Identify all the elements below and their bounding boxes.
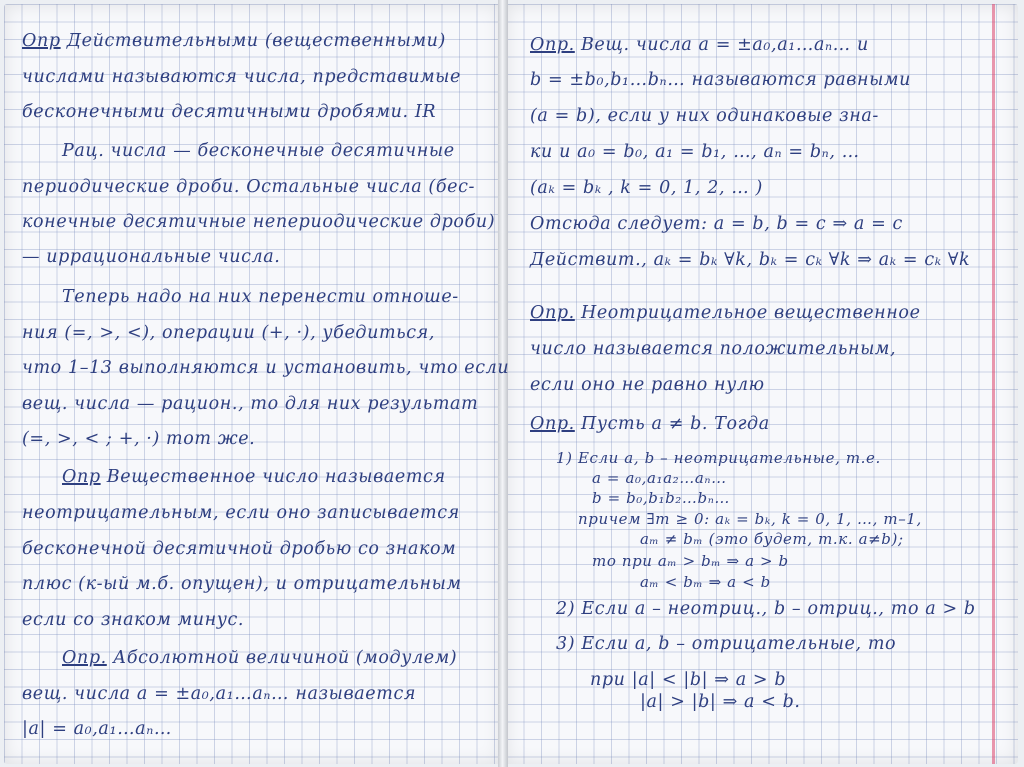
text-line: при |a| < |b| ⇒ a > b (590, 670, 787, 690)
text-line: b = b₀,b₁b₂…bₙ… (592, 489, 731, 507)
definition-label: Опр (22, 31, 61, 51)
text-line: Опр. Абсолютной величиной (модулем) (62, 648, 458, 668)
text-line: бесконечной десятичной дробью со знаком (22, 539, 457, 559)
definition-label: Опр. (62, 648, 107, 668)
text-line: Отсюда следует: a = b, b = c ⇒ a = c (530, 214, 903, 234)
text-line: периодические дроби. Остальные числа (бес- (22, 177, 476, 197)
text-line: Опр. Неотрицательное вещественное (530, 303, 921, 323)
text-line: a = a₀,a₁a₂…aₙ… (592, 469, 727, 487)
text-line: b = ±b₀,b₁…bₙ… называются равными (530, 70, 912, 90)
right-page-text (530, 0, 992, 767)
text-line: если оно не равно нулю (530, 375, 765, 395)
text-line: (a = b), если у них одинаковые зна- (530, 106, 879, 126)
definition-label: Опр. (530, 414, 575, 434)
text-line: |a| > |b| ⇒ a < b. (640, 692, 801, 712)
text-line: Действит., aₖ = bₖ ∀k, bₖ = cₖ ∀k ⇒ aₖ = cₖ ∀k (530, 250, 971, 270)
text-line: число называется положительным, (530, 339, 897, 359)
text-line: — иррациональные числа. (22, 247, 281, 267)
text-line: ния (=, >, <), операции (+, ·), убедиться, (22, 323, 436, 343)
definition-label: Опр. (530, 303, 575, 323)
text-line: 1) Если a, b – неотрицательные, т.е. (556, 449, 881, 467)
text-line: Рац. числа — бесконечные десятичные (62, 141, 455, 161)
text-line: Опр. Пусть a ≠ b. Тогда (530, 414, 770, 434)
text-line: вещ. числа — рацион., то для них результат (22, 394, 479, 414)
text-line: Опр Действительными (вещественными) (22, 31, 446, 51)
text-line: плюс (к-ый м.б. опущен), и отрицательным (22, 574, 462, 594)
text-line: |a| = a₀,a₁…aₙ… (22, 719, 172, 739)
text-line: aₘ ≠ bₘ (это будет, т.к. a≠b); (640, 530, 904, 548)
text-line: числами называются числа, представимые (22, 67, 461, 87)
text-line: если со знаком минус. (22, 610, 245, 630)
text-line: то при aₘ > bₘ ⇒ a > b (592, 552, 789, 570)
text-line: 3) Если a, b – отрицательные, то (556, 634, 897, 654)
text-line: Теперь надо на них перенести отноше- (62, 287, 459, 307)
left-page-text (22, 0, 510, 767)
text-line: бесконечными десятичными дробями. IR (22, 102, 437, 122)
text-line: (aₖ = bₖ , k = 0, 1, 2, … ) (530, 178, 763, 198)
text-line: причем ∃m ≥ 0: aₖ = bₖ, k = 0, 1, …, m–1, (578, 510, 922, 528)
text-line: ки и a₀ = b₀, a₁ = b₁, …, aₙ = bₙ, … (530, 142, 860, 162)
text-line: что 1–13 выполняются и установить, что если (22, 358, 510, 378)
definition-label: Опр. (530, 35, 575, 55)
text-line: неотрицательным, если оно записывается (22, 503, 460, 523)
text-line: Опр. Вещ. числа a = ±a₀,a₁…aₙ… и (530, 35, 869, 55)
text-line: aₘ < bₘ ⇒ a < b (640, 573, 771, 591)
definition-label: Опр (62, 467, 101, 487)
text-line: вещ. числа a = ±a₀,a₁…aₙ… называется (22, 684, 417, 704)
text-line: конечные десятичные непериодические дроби) (22, 212, 496, 232)
text-line: (=, >, < ; +, ·) тот же. (22, 429, 256, 449)
text-line: Опр Вещественное число называется (62, 467, 446, 487)
notebook-spine (498, 0, 508, 767)
right-margin-line (992, 4, 995, 764)
text-line: 2) Если a – неотриц., b – отриц., то a > b (556, 599, 976, 619)
